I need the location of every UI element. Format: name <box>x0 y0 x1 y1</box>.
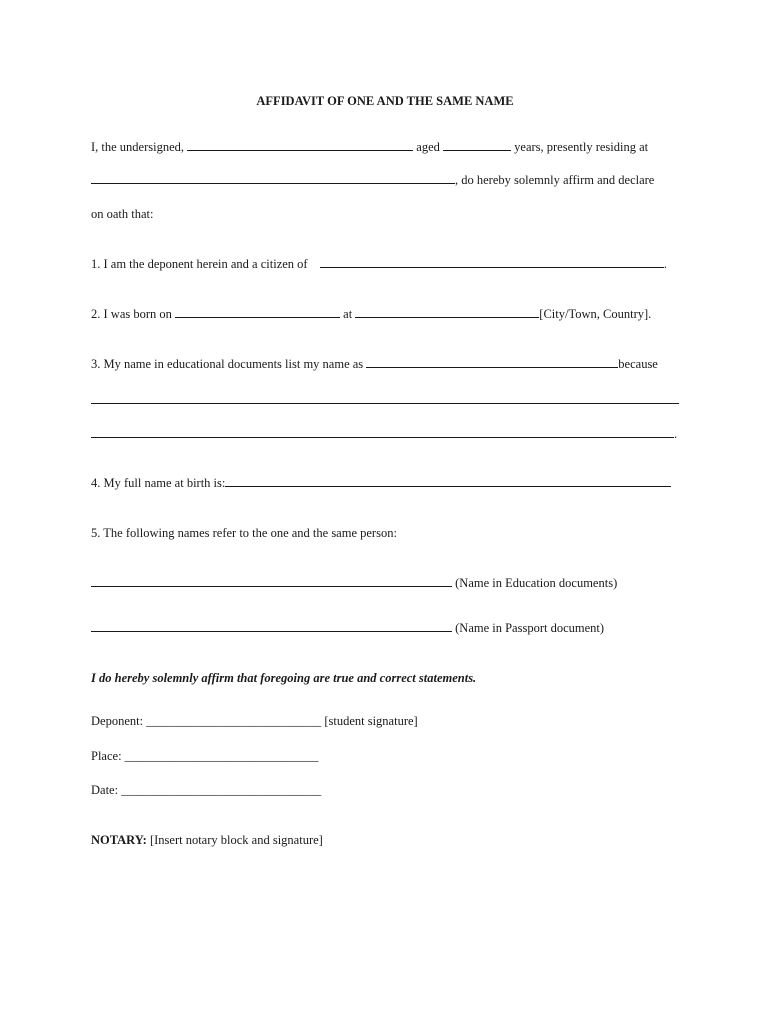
item-3 <box>91 356 658 372</box>
education-name-field[interactable] <box>91 575 452 587</box>
affirmation-statement: I do hereby solemnly affirm that foregoing are true and correct statements. <box>91 671 477 685</box>
item-3-end: because <box>618 357 658 371</box>
reason-line-2[interactable] <box>91 437 674 438</box>
deponent-signature-field[interactable]: ____________________________ <box>146 714 322 728</box>
residence-address-field[interactable] <box>91 172 455 184</box>
item-1-end: . <box>663 257 667 271</box>
date-label: Date: <box>91 783 119 797</box>
notary-label: NOTARY: <box>91 833 147 847</box>
item-5: 5. The following names refer to the one and the same person: <box>91 526 397 540</box>
item-4 <box>91 475 671 491</box>
intro-line-3: on oath that: <box>91 207 154 221</box>
place-row <box>91 748 318 764</box>
reason-line-1[interactable] <box>91 403 679 404</box>
deponent-label: Deponent: <box>91 714 144 728</box>
birth-name-field[interactable] <box>225 475 671 487</box>
item-3-period: . <box>674 427 678 441</box>
item-1 <box>91 256 667 272</box>
education-name-label: (Name in Education documents) <box>455 576 618 590</box>
item-2-mid: at <box>343 307 353 321</box>
full-name-field[interactable] <box>187 139 413 151</box>
item-2 <box>91 306 651 322</box>
passport-name-row <box>91 620 604 636</box>
item-3-text: 3. My name in educational documents list my name as <box>91 357 364 371</box>
passport-name-field[interactable] <box>91 620 452 632</box>
intro-text-2: aged <box>416 140 440 154</box>
passport-name-label: (Name in Passport document) <box>455 621 605 635</box>
educational-name-field[interactable] <box>366 356 618 368</box>
intro-line-1 <box>91 139 648 155</box>
intro-text-1: I, the undersigned, <box>91 140 185 154</box>
citizenship-field[interactable] <box>320 256 664 268</box>
intro-line-2 <box>91 172 654 188</box>
birth-place-field[interactable] <box>355 306 539 318</box>
education-name-row <box>91 575 617 591</box>
item-1-text: 1. I am the deponent herein and a citizen of <box>91 257 308 271</box>
item-2-text: 2. I was born on <box>91 307 172 321</box>
intro-text-4: , do hereby solemnly affirm and declare <box>455 173 655 187</box>
date-row <box>91 782 321 798</box>
notary-text: [Insert notary block and signature] <box>149 833 323 847</box>
place-label: Place: <box>91 749 122 763</box>
deponent-row <box>91 713 418 729</box>
item-4-text: 4. My full name at birth is: <box>91 476 226 490</box>
date-field[interactable]: ________________________________ <box>121 783 322 797</box>
deponent-suffix: [student signature] <box>324 714 418 728</box>
notary-row <box>91 832 323 848</box>
item-2-end: [City/Town, Country]. <box>539 307 652 321</box>
place-field[interactable]: _______________________________ <box>124 749 319 763</box>
age-field[interactable] <box>443 139 511 151</box>
intro-text-3: years, presently residing at <box>514 140 649 154</box>
document-title: AFFIDAVIT OF ONE AND THE SAME NAME <box>256 94 514 108</box>
birth-date-field[interactable] <box>175 306 340 318</box>
